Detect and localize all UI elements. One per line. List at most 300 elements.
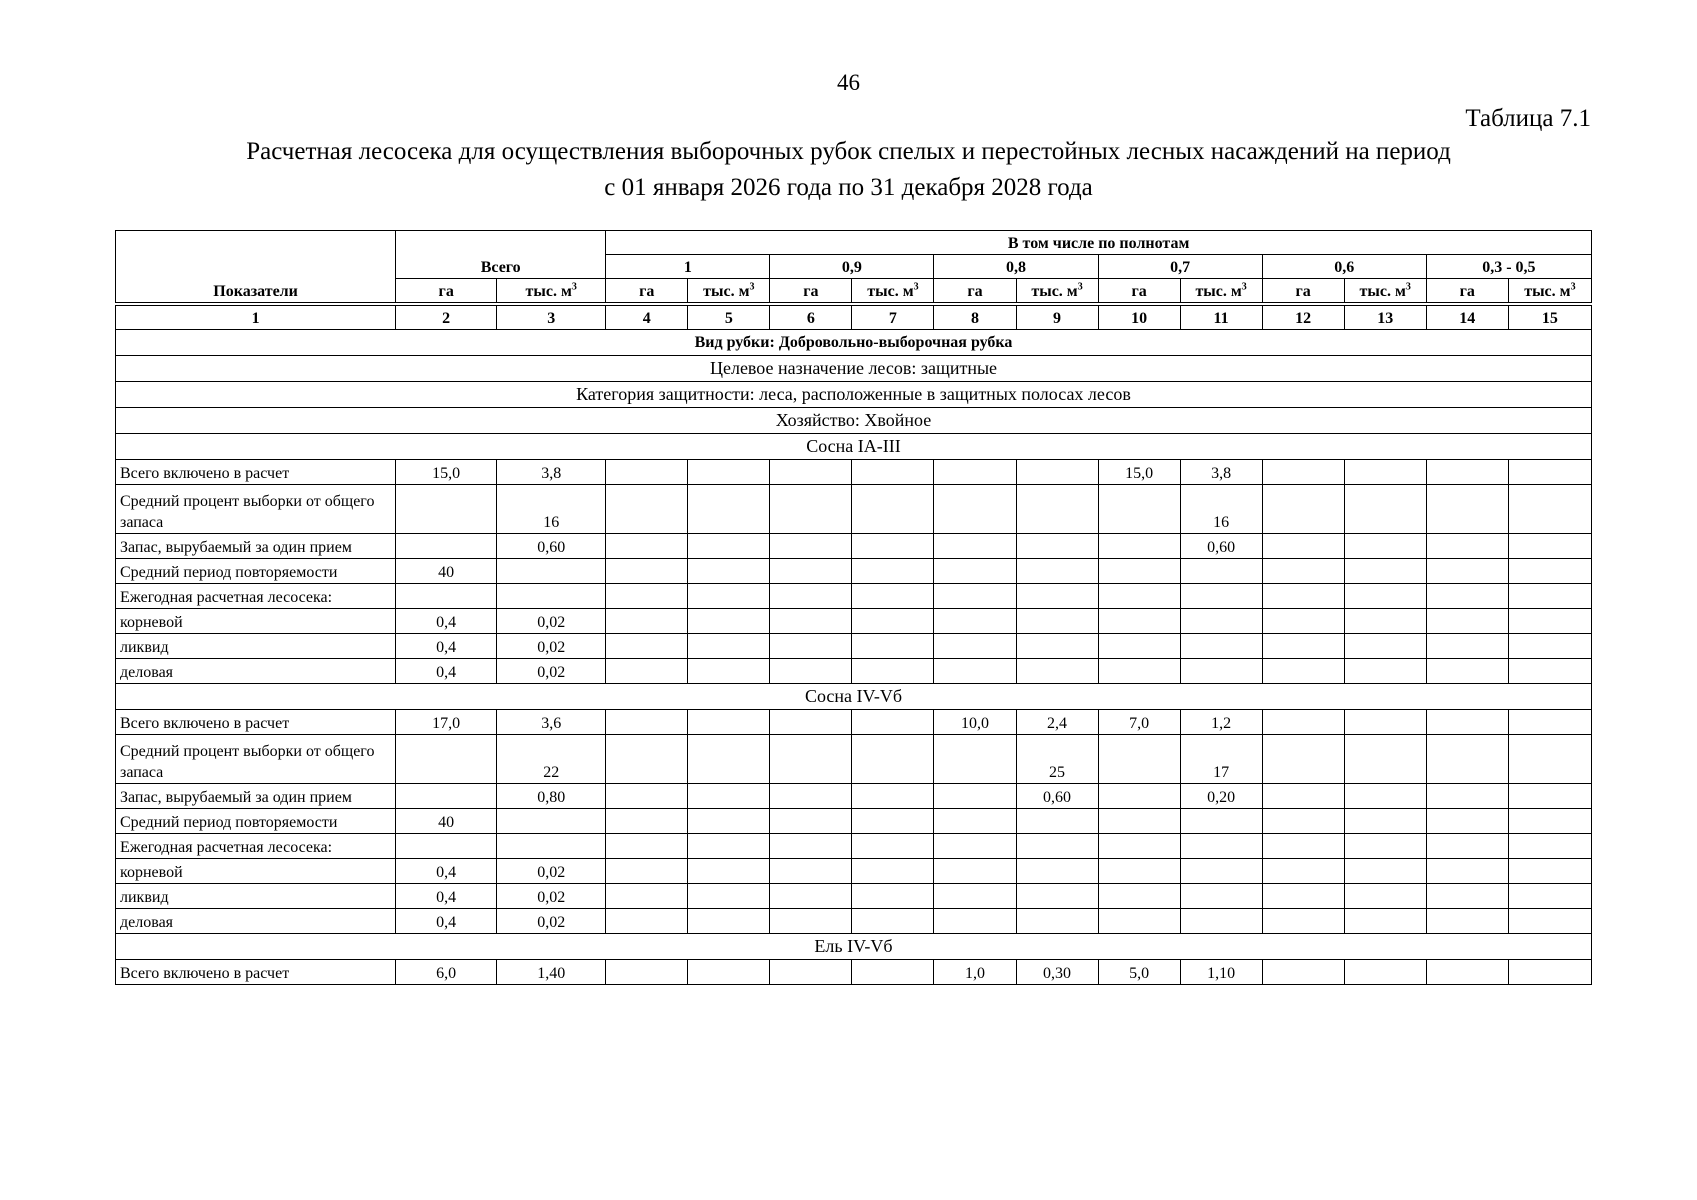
section-species-group [116, 934, 1592, 960]
table-cell [770, 960, 852, 985]
table-cell: 1,2 [1180, 710, 1262, 735]
table-cell [606, 534, 688, 559]
table-cell: 0,02 [497, 609, 606, 634]
table-cell [852, 659, 934, 684]
table-cell [1098, 534, 1180, 559]
table-cell [606, 460, 688, 485]
header-density: 1 [606, 255, 770, 279]
column-number: 2 [396, 306, 497, 330]
table-cell [852, 609, 934, 634]
section-category [116, 382, 1592, 408]
table-cell [1180, 884, 1262, 909]
section-species-group-cell: Сосна IA-III [116, 434, 1592, 460]
table-row [116, 884, 1592, 909]
table-cell: 1,0 [934, 960, 1016, 985]
title-line-2: с 01 января 2026 года по 31 декабря 2028 года [604, 174, 1093, 201]
table-cell [688, 609, 770, 634]
row-label: ликвид [116, 884, 396, 909]
section-purpose [116, 356, 1592, 382]
row-label: деловая [116, 909, 396, 934]
table-row [116, 460, 1592, 485]
table-cell: 0,4 [396, 884, 497, 909]
table-cell [1344, 609, 1426, 634]
table-cell [934, 809, 1016, 834]
table-cell [1016, 485, 1098, 534]
table-cell [1262, 859, 1344, 884]
row-label: корневой [116, 609, 396, 634]
table-cell [606, 859, 688, 884]
unit-text: тыс. м [703, 283, 750, 300]
table-cell [1098, 584, 1180, 609]
table-cell [934, 485, 1016, 534]
table-row [116, 485, 1592, 534]
table-cell [1098, 909, 1180, 934]
column-number: 13 [1344, 306, 1426, 330]
table-cell: 0,80 [497, 784, 606, 809]
table-cell: 0,02 [497, 859, 606, 884]
column-number: 8 [934, 306, 1016, 330]
table-cell [606, 609, 688, 634]
row-label: Всего включено в расчет [116, 460, 396, 485]
table-cell [1180, 634, 1262, 659]
table-row [116, 534, 1592, 559]
table-cell [852, 485, 934, 534]
table-cell [770, 859, 852, 884]
table-cell [396, 485, 497, 534]
table-cell [1262, 735, 1344, 784]
table-cell: 3,8 [1180, 460, 1262, 485]
table-cell [1180, 834, 1262, 859]
table-cell: 22 [497, 735, 606, 784]
table-cell [1016, 534, 1098, 559]
table-cell [770, 609, 852, 634]
table-cell [1508, 584, 1591, 609]
table-cell [1098, 735, 1180, 784]
table-cell [396, 584, 497, 609]
header-unit-thous-m3: тыс. $м^3$ [688, 279, 770, 303]
header-unit-ha: га [396, 279, 497, 303]
table-cell [1016, 584, 1098, 609]
header-total: Всего [396, 231, 606, 279]
header-unit-ha: га [1262, 279, 1344, 303]
table-cell [934, 634, 1016, 659]
table-cell [396, 834, 497, 859]
table-cell [852, 809, 934, 834]
table-cell: 3,6 [497, 710, 606, 735]
header-unit-ha: га [1426, 279, 1508, 303]
table-cell [1508, 784, 1591, 809]
table-cell: 0,20 [1180, 784, 1262, 809]
table-cell [497, 559, 606, 584]
table-cell [1016, 634, 1098, 659]
section-species-group [116, 434, 1592, 460]
table-cell [1508, 834, 1591, 859]
table-cell [1508, 710, 1591, 735]
table-cell: 1,40 [497, 960, 606, 985]
table-cell [1508, 609, 1591, 634]
cutting-area-table [115, 230, 1592, 985]
table-cell [1180, 559, 1262, 584]
table-cell [770, 809, 852, 834]
table-row [116, 634, 1592, 659]
column-number: 1 [116, 306, 396, 330]
header-including: В том числе по полнотам [606, 231, 1592, 255]
table-cell [1426, 809, 1508, 834]
row-label: Всего включено в расчет [116, 710, 396, 735]
table-cell [688, 834, 770, 859]
table-cell: 16 [497, 485, 606, 534]
table-cell [1508, 884, 1591, 909]
table-cell [934, 909, 1016, 934]
table-cell: 17,0 [396, 710, 497, 735]
table-cell [852, 859, 934, 884]
table-cell [1098, 809, 1180, 834]
table-cell [1426, 710, 1508, 735]
table-cell [396, 735, 497, 784]
row-label: деловая [116, 659, 396, 684]
table-cell [688, 559, 770, 584]
table-cell [1180, 909, 1262, 934]
table-cell [1016, 809, 1098, 834]
row-label: Средний процент выборки от общего запаса [116, 735, 396, 784]
table-cell [396, 534, 497, 559]
table-cell [1262, 834, 1344, 859]
table-cell [1426, 534, 1508, 559]
table-cell [852, 834, 934, 859]
table-row [116, 859, 1592, 884]
table-cell: 10,0 [934, 710, 1016, 735]
table-cell [770, 735, 852, 784]
table-cell [852, 960, 934, 985]
table-row [116, 960, 1592, 985]
table-cell [1508, 809, 1591, 834]
table-cell [688, 735, 770, 784]
table-cell: 15,0 [1098, 460, 1180, 485]
table-cell [1262, 634, 1344, 659]
table-cell [1426, 884, 1508, 909]
row-label: Всего включено в расчет [116, 960, 396, 985]
table-cell [1426, 859, 1508, 884]
header-density: 0,8 [934, 255, 1098, 279]
header-unit-thous-m3: тыс. $м^3$ [497, 279, 606, 303]
unit-text: тыс. м [525, 283, 572, 300]
table-cell [1098, 609, 1180, 634]
section-category-cell: Категория защитности: леса, расположенные в защитных полосах лесов [116, 382, 1592, 408]
table-cell [770, 909, 852, 934]
table-cell [1508, 909, 1591, 934]
row-label: корневой [116, 859, 396, 884]
column-number: 3 [497, 306, 606, 330]
header-unit-ha: га [934, 279, 1016, 303]
table-cell: 0,02 [497, 634, 606, 659]
table-cell [934, 784, 1016, 809]
table-cell: 0,4 [396, 859, 497, 884]
column-numbers-row [116, 306, 1592, 330]
table-cell [852, 460, 934, 485]
table-cell [1180, 809, 1262, 834]
table-cell [1016, 834, 1098, 859]
table-cell [606, 559, 688, 584]
table-cell [688, 710, 770, 735]
section-cut-type-cell: Вид рубки: Добровольно-выборочная рубка [116, 330, 1592, 356]
table-cell [1262, 609, 1344, 634]
table-cell [1262, 659, 1344, 684]
table-cell [934, 834, 1016, 859]
table-cell [852, 784, 934, 809]
row-label: Ежегодная расчетная лесосека: [116, 584, 396, 609]
table-cell: 15,0 [396, 460, 497, 485]
table-cell [852, 710, 934, 735]
table-cell [1508, 485, 1591, 534]
table-cell [1098, 834, 1180, 859]
table-cell [1508, 735, 1591, 784]
unit-text: тыс. м [1524, 283, 1571, 300]
table-row [116, 809, 1592, 834]
table-cell [852, 884, 934, 909]
table-cell [1098, 859, 1180, 884]
header-unit-thous-m3: тыс. $м^3$ [1344, 279, 1426, 303]
table-cell: 1,10 [1180, 960, 1262, 985]
table-cell [934, 659, 1016, 684]
column-number: 12 [1262, 306, 1344, 330]
table-cell [688, 634, 770, 659]
table-cell [1344, 809, 1426, 834]
table-body [116, 303, 1592, 985]
table-cell [934, 534, 1016, 559]
table-cell [1098, 634, 1180, 659]
table-cell [1016, 460, 1098, 485]
table-cell: 2,4 [1016, 710, 1098, 735]
table-cell [1344, 710, 1426, 735]
table-cell [934, 735, 1016, 784]
table-cell: 17 [1180, 735, 1262, 784]
column-number: 4 [606, 306, 688, 330]
section-species-group [116, 684, 1592, 710]
table-cell [770, 710, 852, 735]
table-cell [1426, 609, 1508, 634]
table-cell: 0,4 [396, 909, 497, 934]
column-number: 11 [1180, 306, 1262, 330]
table-cell [1344, 859, 1426, 884]
table-cell [606, 485, 688, 534]
table-cell [1262, 485, 1344, 534]
table-cell [770, 460, 852, 485]
table-cell: 0,02 [497, 884, 606, 909]
table-cell [1426, 584, 1508, 609]
table-cell [688, 909, 770, 934]
section-species-group-cell: Ель IV-Vб [116, 934, 1592, 960]
table-cell [1016, 859, 1098, 884]
document-title [0, 134, 1697, 206]
table-cell [934, 884, 1016, 909]
table-cell [1344, 834, 1426, 859]
table-cell [770, 884, 852, 909]
header-unit-ha: га [606, 279, 688, 303]
table-row [116, 909, 1592, 934]
table-cell [1262, 460, 1344, 485]
table-cell [852, 634, 934, 659]
table-cell [1262, 534, 1344, 559]
table-cell [606, 634, 688, 659]
table-cell [606, 909, 688, 934]
table-cell [1508, 534, 1591, 559]
table-cell [1016, 884, 1098, 909]
table-cell [688, 659, 770, 684]
table-cell [606, 834, 688, 859]
table-cell [1426, 659, 1508, 684]
table-cell [1426, 960, 1508, 985]
table-cell: 0,60 [1016, 784, 1098, 809]
table-cell [852, 559, 934, 584]
page-number: 46 [837, 70, 860, 95]
table-cell [1508, 960, 1591, 985]
header-unit-thous-m3: тыс. $м^3$ [1508, 279, 1591, 303]
table-cell [1344, 584, 1426, 609]
table-cell [934, 859, 1016, 884]
table-cell [1262, 584, 1344, 609]
table-cell [688, 884, 770, 909]
row-label: Средний период повторяемости [116, 559, 396, 584]
table-cell [852, 534, 934, 559]
table-cell [934, 584, 1016, 609]
table-cell [497, 584, 606, 609]
table-cell [606, 960, 688, 985]
section-purpose-cell: Целевое назначение лесов: защитные [116, 356, 1592, 382]
column-number: 10 [1098, 306, 1180, 330]
table-cell [1262, 710, 1344, 735]
table-cell [1426, 735, 1508, 784]
table-cell [1344, 659, 1426, 684]
table-cell [1426, 784, 1508, 809]
section-species-group-cell: Сосна IV-Vб [116, 684, 1592, 710]
table-cell: 0,4 [396, 659, 497, 684]
table-cell [770, 784, 852, 809]
title-line-1: Расчетная лесосека для осуществления выборочных рубок спелых и перестойных лесных насаждений на период [246, 138, 1451, 165]
column-number: 6 [770, 306, 852, 330]
header-unit-thous-m3: тыс. $м^3$ [1180, 279, 1262, 303]
table-cell: 0,4 [396, 609, 497, 634]
table-cell [1344, 559, 1426, 584]
table-cell [1262, 909, 1344, 934]
table-cell: 0,60 [497, 534, 606, 559]
table-cell [852, 909, 934, 934]
header-density: 0,3 - 0,5 [1426, 255, 1591, 279]
table-cell [497, 834, 606, 859]
table-cell [606, 735, 688, 784]
column-number: 14 [1426, 306, 1508, 330]
table-cell [1016, 659, 1098, 684]
table-label: Таблица 7.1 [1465, 105, 1591, 132]
column-number: 15 [1508, 306, 1591, 330]
table-header [116, 231, 1592, 303]
table-cell [1262, 809, 1344, 834]
table-cell [770, 834, 852, 859]
table-cell [606, 584, 688, 609]
table-cell [1344, 485, 1426, 534]
table-cell [688, 584, 770, 609]
table-cell [688, 534, 770, 559]
table-cell [396, 784, 497, 809]
row-label: ликвид [116, 634, 396, 659]
table-cell [934, 460, 1016, 485]
table-cell [1426, 834, 1508, 859]
table-cell [606, 784, 688, 809]
row-label: Средний процент выборки от общего запаса [116, 485, 396, 534]
table-cell [1098, 559, 1180, 584]
table-cell [1262, 884, 1344, 909]
table-cell [1426, 485, 1508, 534]
table-row [116, 735, 1592, 784]
table-cell [934, 559, 1016, 584]
table-row [116, 559, 1592, 584]
table-cell [1344, 634, 1426, 659]
table-cell [770, 534, 852, 559]
column-number: 9 [1016, 306, 1098, 330]
table-row [116, 784, 1592, 809]
table-cell [934, 609, 1016, 634]
table-cell [1344, 784, 1426, 809]
table-cell [1426, 559, 1508, 584]
table-cell [852, 735, 934, 784]
table-cell [1344, 909, 1426, 934]
table-row [116, 659, 1592, 684]
table-row [116, 710, 1592, 735]
section-economy [116, 408, 1592, 434]
unit-text: тыс. м [1031, 283, 1078, 300]
table-cell [497, 809, 606, 834]
column-number: 5 [688, 306, 770, 330]
table-cell [1262, 559, 1344, 584]
table-cell: 40 [396, 559, 497, 584]
header-density: 0,7 [1098, 255, 1262, 279]
table-cell [1180, 609, 1262, 634]
table-cell [1508, 634, 1591, 659]
table-cell [1426, 634, 1508, 659]
table-cell [770, 485, 852, 534]
table-cell [770, 634, 852, 659]
header-indicators: Показатели [116, 231, 396, 303]
table-cell [1016, 909, 1098, 934]
table-cell: 25 [1016, 735, 1098, 784]
unit-text: тыс. м [1359, 283, 1406, 300]
table-cell [1344, 735, 1426, 784]
table-cell [1426, 909, 1508, 934]
table-cell [1262, 960, 1344, 985]
table-cell [606, 659, 688, 684]
table-cell [1016, 609, 1098, 634]
header-unit-ha: га [1098, 279, 1180, 303]
table-cell: 40 [396, 809, 497, 834]
column-number: 7 [852, 306, 934, 330]
table-cell [1344, 960, 1426, 985]
table-cell [1426, 460, 1508, 485]
table-cell [688, 460, 770, 485]
header-density: 0,6 [1262, 255, 1426, 279]
table-cell [688, 960, 770, 985]
table-cell [770, 559, 852, 584]
table-cell [1098, 659, 1180, 684]
header-unit-thous-m3: тыс. $м^3$ [852, 279, 934, 303]
table-cell [1344, 884, 1426, 909]
row-label: Запас, вырубаемый за один прием [116, 784, 396, 809]
table-cell [1016, 559, 1098, 584]
table-cell: 6,0 [396, 960, 497, 985]
table-cell [1098, 884, 1180, 909]
table-cell [688, 485, 770, 534]
cutting-area-table-container [115, 230, 1592, 985]
table-cell: 0,60 [1180, 534, 1262, 559]
table-cell [1508, 859, 1591, 884]
